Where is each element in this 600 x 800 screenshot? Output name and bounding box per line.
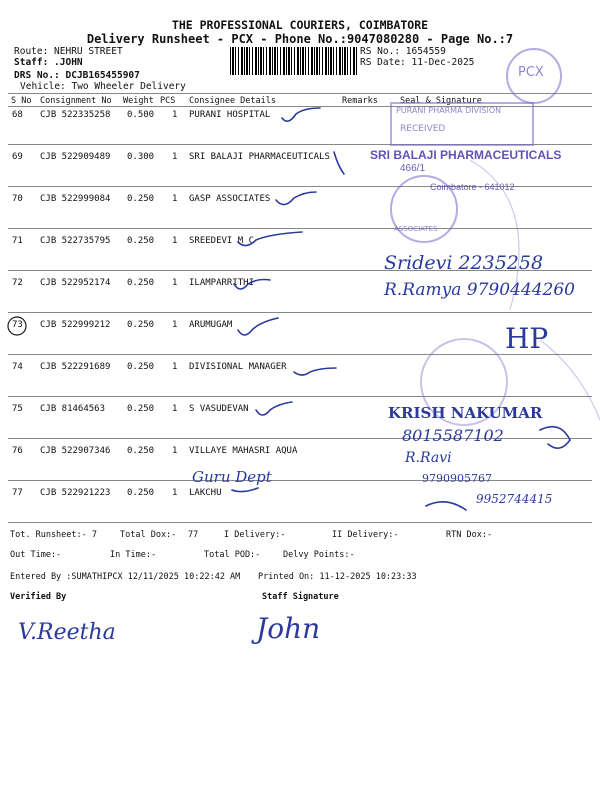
total-dox-value: 77: [188, 530, 199, 540]
row-pcs: 1: [172, 236, 178, 246]
handwriting-ramya: R.Ramya 9790444260: [384, 280, 575, 300]
row-consignee: VILLAYE MAHASRI AQUA: [189, 446, 298, 456]
route: Route: NEHRU STREET: [14, 46, 123, 57]
verified-signature: V.Reetha: [18, 620, 116, 645]
stamp-arc: [540, 340, 600, 420]
row-sno: 76: [12, 446, 23, 456]
drs-value: DCJB165455907: [65, 70, 140, 81]
row-weight: 0.250: [127, 446, 155, 456]
balaji-stamp: SRI BALAJI PHARMACEUTICALS: [370, 148, 562, 162]
col-remarks: Remarks: [342, 96, 378, 106]
row-sno: 72: [12, 278, 23, 288]
row-sno: 77: [12, 488, 23, 498]
row-weight: 0.250: [127, 194, 155, 204]
staff-signature-label: Staff Signature: [262, 592, 339, 602]
col-seal-signature: Seal & Signature: [400, 96, 482, 106]
row-consignment: CJB 522909489: [40, 152, 111, 162]
document-title: THE PROFESSIONAL COURIERS, COIMBATORE: [171, 18, 429, 32]
associates-stamp: ASSOCIATES: [390, 175, 458, 243]
row-pcs: 1: [172, 194, 178, 204]
pcx-stamp: PCX: [506, 48, 562, 104]
row-sno: 71: [12, 236, 23, 246]
row-consignment: CJB 522999212: [40, 320, 111, 330]
row-sno: 70: [12, 194, 23, 204]
balaji-stamp-line2: 466/1: [400, 163, 426, 174]
tick-mark: [234, 280, 270, 290]
row-weight: 0.250: [127, 278, 155, 288]
row-consignment: CJB 522921223: [40, 488, 111, 498]
total-pod: Total POD:-: [204, 550, 261, 560]
total-dox-label: Total Dox:-: [120, 530, 177, 540]
row-pcs: 1: [172, 110, 178, 120]
row-consignee: ILAMPARRITHI: [189, 278, 255, 288]
purani-stamp: PURANI PHARMA DIVISION RECEIVED: [390, 102, 534, 146]
printed-on: Printed On: 11-12-2025 10:23:33: [258, 572, 417, 582]
row-consignee: LAKCHU: [189, 488, 222, 498]
handwriting-sreedevi: Sridevi 2235258: [384, 252, 544, 274]
row-consignee: GASP ASSOCIATES: [189, 194, 271, 204]
vehicle: Vehicle: Two Wheeler Delivery: [20, 81, 186, 92]
staff: Staff: .JOHN: [14, 57, 83, 68]
row-consignment: CJB 522952174: [40, 278, 111, 288]
tick-mark: [232, 488, 258, 492]
handwriting-krish-number: 8015587102: [402, 426, 504, 445]
stamp-arc: [470, 160, 519, 310]
ii-delivery: II Delivery:-: [332, 530, 399, 540]
rs-number: RS No.: 1654559: [360, 46, 446, 57]
row-weight: 0.250: [127, 236, 155, 246]
row-weight: 0.250: [127, 404, 155, 414]
entered-by: Entered By :SUMATHIPCX 12/11/2025 10:22:42 AM: [10, 572, 241, 582]
row-consignee: PURANI HOSPITAL: [189, 110, 271, 120]
handwriting-9952: 9952744415: [476, 492, 553, 506]
underline-9952: [426, 502, 466, 510]
tick-mark: [238, 318, 278, 335]
row-consignment: CJB 522335258: [40, 110, 111, 120]
col-pcs: PCS: [160, 96, 176, 106]
in-time: In Time:-: [110, 550, 157, 560]
row-weight: 0.250: [127, 320, 155, 330]
col-weight: Weight: [123, 96, 154, 106]
handwriting-hp: HP: [505, 322, 549, 355]
row-sno: 69: [12, 152, 23, 162]
row-consignment: CJB 522907346: [40, 446, 111, 456]
row-sno: 73: [12, 320, 23, 330]
rtn-dox: RTN Dox:-: [446, 530, 493, 540]
col-consignment: Consignment No: [40, 96, 112, 106]
row-consignment: CJB 81464563: [40, 404, 106, 414]
row-pcs: 1: [172, 320, 178, 330]
row-weight: 0.300: [127, 152, 155, 162]
handwriting-9790: 9790905767: [422, 472, 492, 485]
col-consignee: Consignee Details: [189, 96, 276, 106]
i-delivery: I Delivery:-: [224, 530, 286, 540]
total-runsheet: Tot. Runsheet:- 7: [10, 530, 97, 540]
row-weight: 0.500: [127, 110, 155, 120]
rs-date: RS Date: 11-Dec-2025: [360, 57, 475, 68]
row-pcs: 1: [172, 488, 178, 498]
out-time: Out Time:-: [10, 550, 62, 560]
row-73-circle: [8, 317, 26, 335]
tick-mark: [334, 152, 344, 174]
row-weight: 0.250: [127, 362, 155, 372]
staff-signature: John: [256, 612, 321, 645]
row-consignee: SREEDEVI M C: [189, 236, 255, 246]
tick-mark: [256, 402, 292, 415]
row-consignment: CJB 522999084: [40, 194, 111, 204]
row-consignee: SRI BALAJI PHARMACEUTICALS: [189, 152, 330, 162]
verified-by: Verified By: [10, 592, 67, 602]
tick-mark: [276, 192, 316, 205]
col-sno: S No: [11, 96, 32, 106]
row-pcs: 1: [172, 152, 178, 162]
balaji-stamp-line3: Coimbatore - 641012: [430, 182, 515, 192]
row-pcs: 1: [172, 278, 178, 288]
row-sno: 68: [12, 110, 23, 120]
handwriting-guru: Guru Dept: [192, 468, 272, 486]
handwriting-krish: KRISH NAKUMAR: [388, 404, 543, 422]
drs-label: DRS No.:: [14, 70, 60, 81]
row-consignee: DIVISIONAL MANAGER: [189, 362, 287, 372]
row-consignment: CJB 522735795: [40, 236, 111, 246]
handwriting-ravi: R.Ravi: [405, 450, 452, 466]
signature-loop: [540, 427, 570, 449]
row-consignment: CJB 522291689: [40, 362, 111, 372]
tick-mark: [238, 232, 302, 246]
row-sno: 74: [12, 362, 23, 372]
row-pcs: 1: [172, 362, 178, 372]
row-pcs: 1: [172, 404, 178, 414]
row-sno: 75: [12, 404, 23, 414]
tick-mark: [282, 108, 320, 121]
row-pcs: 1: [172, 446, 178, 456]
row-weight: 0.250: [127, 488, 155, 498]
row-consignee: ARUMUGAM: [189, 320, 233, 330]
document-subtitle: Delivery Runsheet - PCX - Phone No.:9047080280 - Page No.:7: [86, 32, 514, 46]
delvy-points: Delvy Points:-: [283, 550, 355, 560]
row-consignee: S VASUDEVAN: [189, 404, 249, 414]
tick-mark: [294, 368, 336, 375]
